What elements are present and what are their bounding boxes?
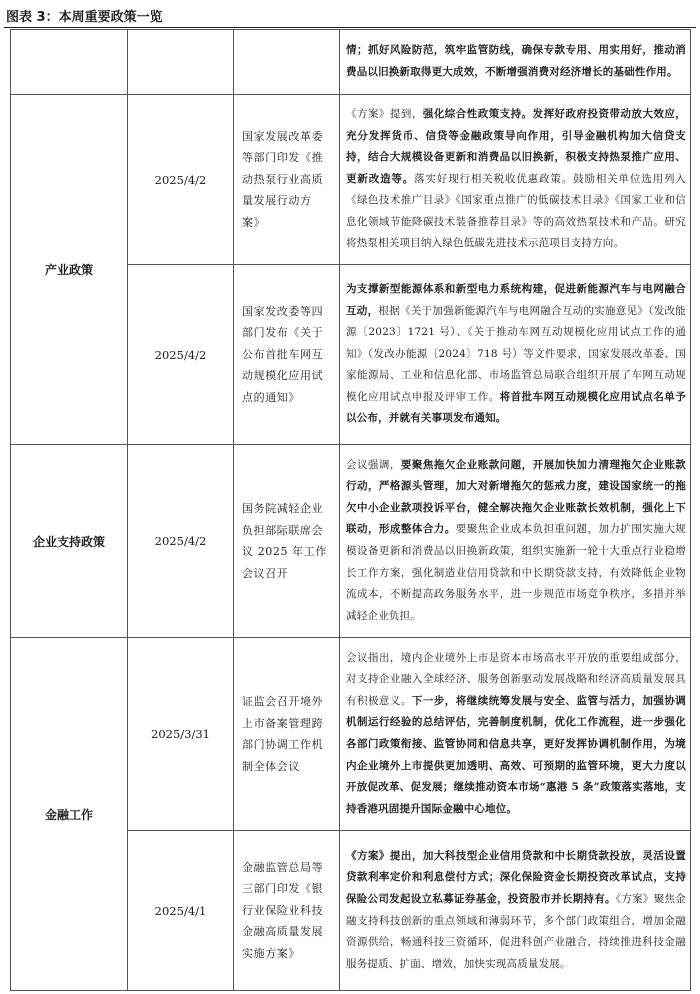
event-cell: 国务院减轻企业负担部际联席会议 2025 年工作会议召开: [234, 445, 340, 638]
category-cell: 企业支持政策: [11, 445, 128, 638]
event-cell: 证监会召开境外上市备案管理跨部门协调工作机制全体会议: [234, 638, 340, 831]
table-row: [11, 95, 691, 265]
date-cell: 2025/4/2: [128, 95, 234, 265]
date-cell: 2025/4/1: [128, 831, 234, 991]
date-cell: 2025/4/2: [128, 265, 234, 445]
figure-caption: 图表 3：本周重要政策一览: [6, 10, 163, 25]
desc-cell: [340, 638, 691, 831]
desc-bold-segment: 为境内企业境外上市提供更加透明、高效、可预期的监管环境，更大力度以开放促改革、促发展；继续推动资本市场“惠港 5 条”政策落实落地，支持香港巩固提升国际金融中心地位。: [346, 738, 686, 815]
table-row: [11, 638, 691, 831]
desc-bold-segment: 将首批车网互动规模化应用试点名单予以公布，并就有关事项发布通知。: [346, 390, 686, 425]
date-cell: 2025/3/31: [128, 638, 234, 831]
desc-cell: [340, 95, 691, 265]
caption-rule: [4, 27, 696, 28]
event-cell: 国家发改委等四部门发布《关于公布首批车网互动规模化应用试点的通知》: [234, 265, 340, 445]
category-cell: [11, 30, 128, 95]
desc-text-segment: 要聚焦企业成本负担重问题，加力扩围实施大规模设备更新和消费品以旧换新政策，组织实施新一轮十大重点行业稳增长工作方案，强化制造业信用贷款和中长期贷款支持，有效降低企业物流成本，不断提高政务服务水平，进一步规范市场竞争秩序，多措并举减轻企业负担。: [346, 523, 686, 622]
event-cell: [234, 30, 340, 95]
desc-text-segment: 会议强调，: [346, 458, 401, 471]
desc-bold-segment: 《方案》提出，加大科技型企业信用贷款和中长期贷款投放，灵活设置贷款利率定价和利息偿付方式；深化保险资金长期投资改革试点，支持保险公司发起设立私募证券基金，投资股市并长期持有。: [346, 849, 686, 905]
desc-cell: [340, 831, 691, 991]
desc-cell: [340, 445, 691, 638]
desc-bold-segment: 为支撑新型能源体系和新型电力系统构建，促进新能源汽车与电网融合互动，: [346, 282, 686, 317]
event-cell: 国家发展改革委等部门印发《推动热泵行业高质量发展行动方案》: [234, 95, 340, 265]
event-cell: 金融监管总局等三部门印发《银行业保险业科技金融高质量发展实施方案》: [234, 831, 340, 991]
desc-text-segment: 《方案》提到，: [346, 107, 423, 120]
desc-bold-segment: 下一步，将继续统筹发展与安全、监管与活力，加强协调机制运行经验的总结评估，完善制度机制，优化工作流程，进一步强化各部门政策衔接、监管协同和信息共享，更好发挥协调机制作用，: [346, 694, 686, 750]
category-cell: 产业政策: [11, 95, 128, 445]
table-row: [11, 30, 691, 95]
desc-cell: [340, 265, 691, 445]
table-row: [11, 445, 691, 638]
policy-table: [10, 29, 691, 991]
desc-text-segment: 《方案》聚焦金融支持科技创新的重点领域和薄弱环节，多个部门政策组合，增加金融资源供给，畅通科技三资循环，促进科创产业融合，持续推进科技金融服务提质、扩面、增效，加快实现高质量发展。: [346, 892, 686, 970]
date-cell: 2025/4/2: [128, 445, 234, 638]
desc-text-segment: 落实好现行相关税收优惠政策。鼓励相关单位选用列入《绿色技术推广目录》《国家重点推广的低碳技术目录》《国家工业和信息化领域节能降碳技术装备推荐目录》等的高效热泵技术和产品。研究将热泵相关项目纳入绿色低碳先进技术示范项目支持方向。: [346, 172, 686, 250]
desc-bold-segment: 要聚焦拖欠企业账款问题，开展加快加力清理拖欠企业账款行动，严格源头管理，加大对新增拖欠的惩戒力度，建设国家统一的拖欠中小企业款项投诉平台，健全解决拖欠企业账款长效机制，强化上下联动，形成整体合力。: [346, 458, 687, 536]
desc-cell: [340, 30, 691, 95]
date-cell: [128, 30, 234, 95]
category-cell: 金融工作: [11, 638, 128, 991]
desc-text-segment: 根据《关于加强新能源汽车与电网融合互动的实施意见》（发改能源〔2023〕1721 号）、《关于推动车网互动规模化应用试点工作的通知》（发改办能源〔2024〕718 号）等文件要求，国家发展改革委、国家能源局、工业和信息化部、市场监管总局联合组织开展了车网互动规模化应用试点申报及评审工作。: [346, 304, 686, 403]
desc-text-segment: 会议指出，境内企业境外上市是资本市场高水平开放的重要组成部分，对支持企业融入全球经济、服务创新驱动发展战略和经济高质量发展具有积极意义。: [346, 651, 686, 707]
desc-bold-segment: 强化综合性政策支持。发挥好政府投资带动放大效应，充分发挥货币、信贷等金融政策导向作用，引导金融机构加大信贷支持，结合大规模设备更新和消费品以旧换新，积极支持热泵推广应用、更新改造等。: [346, 107, 686, 185]
desc-bold-segment: 情；抓好风险防范，筑牢监管防线，确保专款专用、用实用好，推动消费品以旧换新取得更大成效，不断增强消费对经济增长的基础性作用。: [346, 44, 686, 78]
